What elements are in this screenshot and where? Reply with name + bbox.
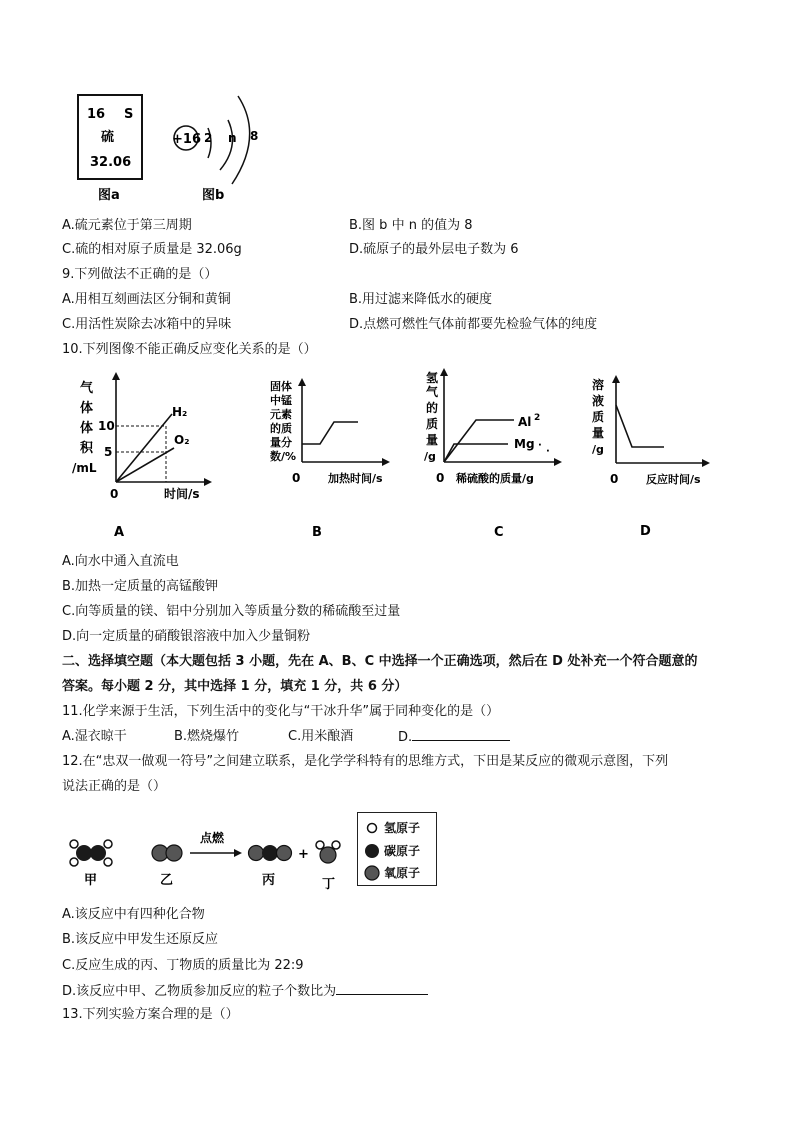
q8-option-c: C.硫的相对原子质量是 32.06g bbox=[62, 242, 242, 257]
element-symbol: S bbox=[124, 107, 134, 122]
molecule-yi bbox=[152, 845, 182, 861]
chart-c-al-curve bbox=[444, 420, 514, 462]
caption-b: 图b bbox=[202, 188, 225, 203]
element-mass: 32.06 bbox=[90, 155, 132, 170]
chart-c-svg bbox=[420, 368, 570, 542]
atom-nucleus: +16 bbox=[172, 132, 201, 147]
q12-option-d-row bbox=[62, 982, 428, 1001]
chart-a-ylabel-5: /mL bbox=[72, 461, 97, 475]
label-ding: 丁 bbox=[322, 877, 336, 892]
q10-chart-a bbox=[68, 372, 218, 546]
section2-heading-line2: 答案。每小题 2 分，其中选择 1 分，填充 1 分，共 6 分） bbox=[62, 679, 408, 694]
q12-option-d: D.该反应中甲、乙物质参加反应的粒子个数比为 bbox=[62, 984, 337, 999]
chart-c-ylabel-4: 质 bbox=[426, 417, 439, 431]
chart-a-h2-label: H₂ bbox=[172, 405, 188, 419]
chart-b-ylabel-2: 中锰 bbox=[270, 394, 292, 407]
q11-options bbox=[62, 728, 413, 746]
chart-a-o2-label: O₂ bbox=[174, 433, 190, 447]
chart-c-ylabel-3: 的 bbox=[426, 401, 439, 415]
chart-d-ylabel-2: 液 bbox=[592, 394, 605, 408]
molecule-ding bbox=[316, 841, 340, 863]
chart-b-ylabel-1: 固体 bbox=[270, 380, 292, 393]
q10-option-d: D.向一定质量的硝酸银溶液中加入少量铜粉 bbox=[62, 629, 311, 644]
chart-b-ylabel-6: 数/% bbox=[270, 450, 297, 463]
svg-text:·: · bbox=[538, 440, 542, 451]
chart-c-letter: C bbox=[494, 525, 504, 540]
q13-stem: 13.下列实验方案合理的是（） bbox=[62, 1007, 239, 1022]
chart-c-mg-label: Mg bbox=[514, 437, 535, 451]
chart-c-ylabel-1: 氢 bbox=[426, 371, 439, 385]
chart-c-al-label: Al bbox=[518, 415, 532, 429]
chart-d-ylabel-1: 溶 bbox=[592, 378, 605, 392]
chart-d-origin: 0 bbox=[610, 472, 619, 486]
carbon-atom-icon bbox=[365, 844, 379, 858]
q8-option-d: D.硫原子的最外层电子数为 6 bbox=[349, 242, 519, 257]
q9-option-c: C.用活性炭除去冰箱中的异味 bbox=[62, 317, 232, 332]
element-name: 硫 bbox=[101, 130, 115, 145]
chart-d-ylabel-3: 质 bbox=[592, 410, 605, 424]
q11-option-c: C.用米酿酒 bbox=[288, 729, 354, 744]
chart-a-ylabel-3: 体 bbox=[80, 421, 94, 436]
q8-option-row-1 bbox=[62, 217, 473, 235]
chart-b-xlabel: 加热时间/s bbox=[328, 472, 383, 485]
q11-answer-blank[interactable] bbox=[412, 728, 510, 741]
chart-a-tick-5: 5 bbox=[104, 445, 113, 459]
molecule-bing bbox=[249, 845, 292, 861]
chart-d-xlabel: 反应时间/s bbox=[646, 473, 701, 486]
chart-c-mg-curve bbox=[444, 444, 508, 462]
chart-a-xlabel: 时间/s bbox=[164, 487, 200, 501]
chart-a-o2-line bbox=[116, 448, 174, 482]
chart-a-ylabel-1: 气 bbox=[80, 381, 94, 396]
hydrogen-atom-icon bbox=[368, 824, 377, 833]
q10-stem: 10.下列图像不能正确反应变化关系的是（） bbox=[62, 342, 317, 357]
q8-option-row-2 bbox=[62, 241, 519, 259]
chart-d-svg bbox=[588, 375, 718, 543]
q12-option-b: B.该反应中甲发生还原反应 bbox=[62, 932, 219, 947]
label-jia: 甲 bbox=[84, 873, 98, 888]
q12-option-a: A.该反应中有四种化合物 bbox=[62, 907, 205, 922]
section2-heading-line1: 二、选择填空题（本大题包括 3 小题，先在 A、B、C 中选择一个正确选项，然后在 D 处补充一个符合题意的 bbox=[62, 654, 698, 669]
reaction-svg bbox=[62, 812, 357, 892]
q9-option-row-1 bbox=[62, 291, 493, 309]
label-yi: 乙 bbox=[160, 873, 174, 888]
chart-b-svg bbox=[266, 378, 396, 542]
q9-option-row-2 bbox=[62, 316, 598, 334]
q12-answer-blank[interactable] bbox=[336, 982, 428, 995]
chart-b-ylabel-5: 量分 bbox=[270, 436, 292, 449]
legend-oxygen: 氧原子 bbox=[384, 866, 421, 880]
chart-c-ylabel-6: /g bbox=[424, 450, 436, 463]
element-number: 16 bbox=[87, 107, 106, 122]
q12-stem-line1: 12.在“忠双一做观一符号”之间建立联系，是化学学科特有的思维方式，下田是某反应的微观示意图，下列 bbox=[62, 754, 669, 769]
label-bing: 丙 bbox=[262, 873, 276, 888]
legend-carbon: 碳原子 bbox=[384, 844, 421, 858]
atom-shell2: n bbox=[228, 131, 237, 145]
q8-option-b: B.图 b 中 n 的值为 8 bbox=[349, 218, 473, 233]
q10-chart-c bbox=[420, 368, 570, 546]
chart-d-curve bbox=[616, 405, 664, 447]
chart-b-ylabel-4: 的质 bbox=[270, 422, 292, 435]
q8-figure bbox=[62, 88, 282, 206]
q11-option-b: B.燃烧爆竹 bbox=[174, 729, 240, 744]
chart-c-origin: 0 bbox=[436, 471, 445, 485]
q12-option-c: C.反应生成的丙、丁物质的质量比为 22:9 bbox=[62, 958, 304, 973]
chart-d-letter: D bbox=[640, 524, 651, 539]
chart-b-letter: B bbox=[312, 525, 322, 540]
chart-a-letter: A bbox=[114, 525, 125, 540]
svg-text:·: · bbox=[546, 446, 550, 457]
q9-option-a: A.用相互刻画法区分铜和黄铜 bbox=[62, 292, 231, 307]
atom-legend bbox=[357, 812, 437, 886]
chart-a-ylabel-4: 积 bbox=[80, 441, 94, 456]
chart-d-ylabel-5: /g bbox=[592, 443, 604, 456]
q10-chart-b bbox=[266, 378, 396, 546]
q10-chart-d bbox=[588, 375, 718, 547]
chart-a-tick-10: 10 bbox=[98, 419, 115, 433]
q11-option-d: D. bbox=[398, 730, 413, 745]
chart-a-ylabel-2: 体 bbox=[80, 401, 94, 416]
q10-option-c: C.向等质量的镁、铝中分别加入等质量分数的稀硫酸至过量 bbox=[62, 604, 401, 619]
atom-shell1: 2 bbox=[204, 131, 213, 145]
chart-a-svg bbox=[68, 372, 218, 542]
q10-option-b: B.加热一定质量的高锰酸钾 bbox=[62, 579, 219, 594]
atom-shell3: 8 bbox=[250, 129, 259, 143]
q8-option-a: A.硫元素位于第三周期 bbox=[62, 218, 192, 233]
q12-stem-line2: 说法正确的是（） bbox=[62, 779, 167, 794]
chart-a-origin: 0 bbox=[110, 487, 119, 501]
q12-diagram bbox=[62, 812, 357, 896]
caption-a: 图a bbox=[98, 188, 120, 203]
q9-option-b: B.用过滤来降低水的硬度 bbox=[349, 292, 493, 307]
q9-option-d: D.点燃可燃性气体前都要先检验气体的纯度 bbox=[349, 317, 598, 332]
chart-d-ylabel-4: 量 bbox=[592, 426, 605, 440]
chart-c-ylabel-5: 量 bbox=[426, 433, 439, 447]
legend-hydrogen: 氢原子 bbox=[384, 821, 421, 835]
arrow-label: 点燃 bbox=[200, 831, 225, 845]
q9-stem: 9.下列做法不正确的是（） bbox=[62, 267, 218, 282]
plus-sign: + bbox=[298, 847, 309, 862]
molecule-jia bbox=[70, 840, 112, 866]
oxygen-atom-icon bbox=[365, 866, 379, 880]
sulfur-figure-svg bbox=[62, 88, 282, 206]
chart-b-origin: 0 bbox=[292, 471, 301, 485]
chart-c-ylabel-2: 气 bbox=[426, 385, 439, 399]
chart-a-h2-line bbox=[116, 414, 172, 482]
chart-c-xlabel: 稀硫酸的质量/g bbox=[456, 472, 534, 485]
chart-b-ylabel-3: 元素 bbox=[270, 408, 292, 421]
chart-b-curve bbox=[302, 422, 358, 444]
q11-stem: 11.化学来源于生活，下列生活中的变化与“干冰升华”属于同种变化的是（） bbox=[62, 704, 500, 719]
q10-option-a: A.向水中通入直流电 bbox=[62, 554, 179, 569]
q11-option-a: A.湿衣晾干 bbox=[62, 729, 127, 744]
svg-text:2: 2 bbox=[534, 413, 541, 423]
